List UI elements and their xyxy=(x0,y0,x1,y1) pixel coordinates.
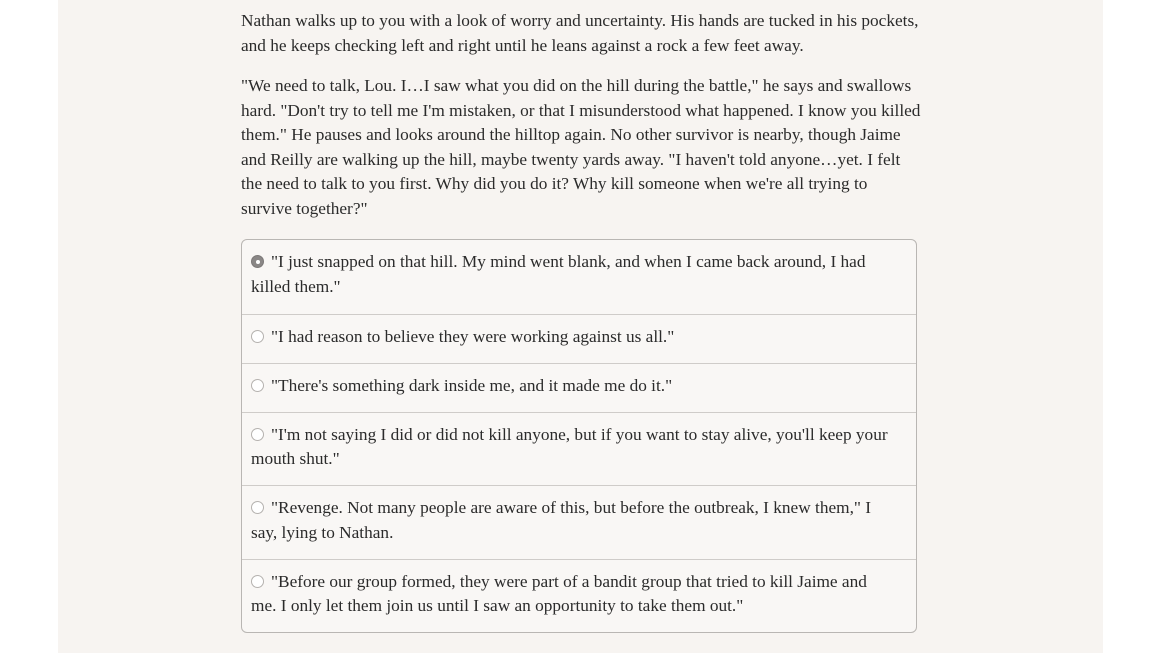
story-paragraph: Nathan walks up to you with a look of worry and uncertainty. His hands are tucked in his pockets, and he keeps checking left and right until he leans against a rock a few feet away. xyxy=(241,11,919,55)
choice-option[interactable] xyxy=(242,412,916,486)
radio-empty-icon[interactable] xyxy=(251,501,264,514)
choice-option[interactable] xyxy=(242,363,916,412)
radio-empty-icon[interactable] xyxy=(251,575,264,588)
choice-label: "Revenge. Not many people are aware of this, but before the outbreak, I knew them," I say, lying to Nathan. xyxy=(251,498,872,542)
choice-list xyxy=(241,239,917,633)
radio-empty-icon[interactable] xyxy=(251,330,264,343)
choice-option[interactable] xyxy=(242,559,916,633)
choice-label: "I just snapped on that hill. My mind went blank, and when I came back around, I had killed them." xyxy=(251,252,866,296)
choice-label: "There's something dark inside me, and it made me do it." xyxy=(271,375,673,395)
radio-empty-icon[interactable] xyxy=(251,428,264,441)
choice-label: "I had reason to believe they were working against us all." xyxy=(271,326,675,346)
radio-selected-icon[interactable] xyxy=(251,255,264,268)
choice-option[interactable] xyxy=(242,485,916,559)
choice-option[interactable] xyxy=(242,240,916,314)
choice-label: "Before our group formed, they were part of a bandit group that tried to kill Jaime and me. I only let them join us until I saw an opportunity to take them out." xyxy=(251,571,867,615)
choice-label: "I'm not saying I did or did not kill anyone, but if you want to stay alive, you'll keep your mouth shut." xyxy=(251,424,888,468)
radio-empty-icon[interactable] xyxy=(251,379,264,392)
choice-option[interactable] xyxy=(242,314,916,363)
story-paragraph: "We need to talk, Lou. I…I saw what you did on the hill during the battle," he says and swallows hard. "Don't try to tell me I'm mistaken, or that I misunderstood what happened. I know you killed them." He pauses and looks around the hilltop again. No other survivor is nearby, though Jaime and Reilly are walking up the hill, maybe twenty yards away. "I haven't told anyone…yet. I felt the need to talk to you first. Why did you do it? Why kill someone when we're all trying to survive together?" xyxy=(241,76,921,218)
